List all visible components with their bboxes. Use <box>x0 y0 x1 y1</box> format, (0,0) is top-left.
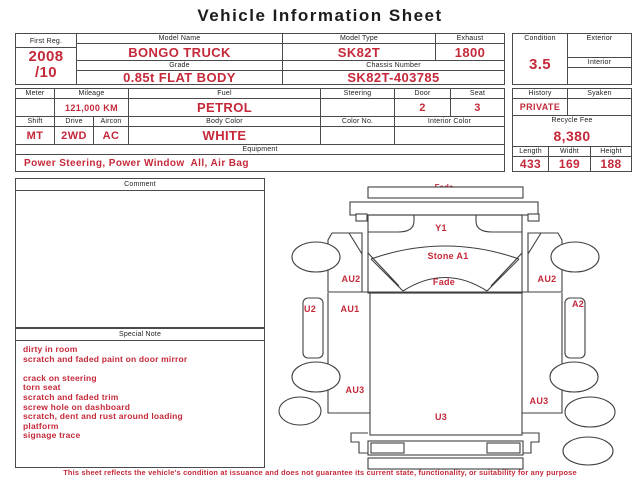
interior-color-label: Interior Color <box>395 117 504 127</box>
front-cowl-tab-left <box>356 214 367 221</box>
special-note-label: Special Note <box>118 331 162 338</box>
meter-value <box>16 99 55 117</box>
chassis-number-value: SK82T-403785 <box>347 71 440 84</box>
height-label: Height <box>591 147 631 157</box>
model-type-value: SK82T <box>283 44 436 61</box>
length-value: 433 <box>513 157 549 171</box>
recycle-fee-value: 8,380 <box>553 128 591 144</box>
model-name-label: Model Name <box>77 34 283 44</box>
length-label: Length <box>513 147 549 157</box>
steering-label: Steering <box>321 89 395 99</box>
wheel-front-left <box>292 242 340 272</box>
cab-corner-left <box>368 215 414 232</box>
fuel-value: PETROL <box>129 99 321 117</box>
exterior-cell <box>568 34 631 58</box>
identity-table <box>15 33 505 85</box>
seat-label: Seat <box>451 89 504 99</box>
first-reg-cell <box>16 34 77 84</box>
damage-label-front-panel-left: AU2 <box>341 274 361 284</box>
disclaimer-text: This sheet reflects the vehicle's condition at issuance and does not guarantee its current state, functionality, or suitability for any purpose <box>63 468 577 477</box>
cab-corner-right <box>476 215 522 232</box>
steering-value <box>321 99 395 117</box>
body-color-label: Body Color <box>129 117 321 127</box>
height-value: 188 <box>600 157 622 171</box>
first-reg-month: /10 <box>34 64 58 81</box>
interior-value <box>568 68 631 84</box>
color-no-value <box>321 127 395 145</box>
special-note-text <box>23 345 260 465</box>
first-reg-year: 2008 <box>28 48 64 65</box>
exhaust-label: Exhaust <box>436 34 504 44</box>
color-no-label: Color No. <box>321 117 395 127</box>
damage-label-bed-front-left: AU1 <box>340 304 360 314</box>
a-pillar-left <box>368 253 403 291</box>
model-name-value: BONGO TRUCK <box>77 44 283 61</box>
note-line: dirty in room <box>23 344 78 354</box>
width-value: 169 <box>549 157 591 171</box>
shift-value: MT <box>16 127 55 145</box>
comment-text <box>20 193 260 325</box>
aircon-value: AC <box>94 127 129 145</box>
wheel-front-right <box>551 242 599 272</box>
door-value: 2 <box>395 99 451 117</box>
comment-box <box>15 178 265 328</box>
syaken-value <box>568 99 631 116</box>
history-box <box>512 88 632 172</box>
note-line: screw hole on dashboard <box>23 401 131 412</box>
aircon-label: Aircon <box>94 117 129 127</box>
history-label: History <box>513 89 568 99</box>
damage-label-bed-rear-left: AU3 <box>345 385 365 395</box>
shift-label: Shift <box>16 117 55 127</box>
damage-label-side-rail-left: U2 <box>303 304 317 314</box>
interior-color-value <box>395 127 504 145</box>
note-line: platform <box>23 420 59 431</box>
chassis-number-label: Chassis Number <box>283 61 504 71</box>
drive-label: Drive <box>55 117 94 127</box>
damage-label-windshield-upper: Stone A1 <box>427 251 469 261</box>
damage-label-side-rail-right: A2 <box>571 299 585 309</box>
condition-value: 3.5 <box>528 55 552 73</box>
wheel-rear-left-1 <box>292 362 340 392</box>
note-line: scratch, dent and rust around loading <box>23 411 183 422</box>
exhaust-value: 1800 <box>436 44 504 61</box>
note-line: scratch and faded paint on door mirror <box>23 353 188 364</box>
wheel-rear-left-2 <box>279 397 321 425</box>
seat-value: 3 <box>451 99 504 117</box>
first-reg-label: First Reg. <box>16 37 76 48</box>
front-cowl-tab-right <box>528 214 539 221</box>
note-line: scratch and faded trim <box>23 391 119 402</box>
wheel-rear-right-2 <box>565 397 615 427</box>
damage-label-windshield-lower: Fade <box>432 277 456 287</box>
note-line: torn seat <box>23 382 61 393</box>
damage-label-bed-rear-right: AU3 <box>529 396 549 406</box>
note-line: crack on steering <box>23 372 97 383</box>
mileage-value: 121,000 KM <box>55 99 129 117</box>
page-title: Vehicle Information Sheet <box>197 6 443 25</box>
rear-bracket-left <box>351 433 368 453</box>
spare-wheel <box>563 437 613 465</box>
drive-value: 2WD <box>55 127 94 145</box>
condition-label: Condition <box>524 35 556 42</box>
wheel-rear-right-1 <box>550 362 598 392</box>
condition-cell <box>513 34 568 84</box>
note-line: signage trace <box>23 430 81 441</box>
interior-label: Interior <box>568 58 631 68</box>
width-label: Widht <box>549 147 591 157</box>
recycle-fee-label: Recycle Fee <box>551 117 593 124</box>
condition-box <box>512 33 632 85</box>
a-pillar-right <box>487 253 522 291</box>
front-cowl-shape <box>350 202 538 215</box>
grade-label: Grade <box>77 61 283 71</box>
model-type-label: Model Type <box>283 34 436 44</box>
rear-bracket-right <box>522 433 539 453</box>
recycle-fee-cell <box>513 116 631 147</box>
grade-value: 0.85t FLAT BODY <box>77 71 283 84</box>
meter-label: Meter <box>16 89 55 99</box>
specs-table <box>15 88 505 172</box>
front-bumper-shape <box>368 187 523 198</box>
comment-label: Comment <box>124 181 156 188</box>
equipment-label: Equipment <box>16 145 504 155</box>
damage-label-front-panel-right: AU2 <box>537 274 557 284</box>
history-value: PRIVATE <box>513 99 568 116</box>
body-color-value: WHITE <box>129 127 321 145</box>
syaken-label: Syaken <box>568 89 631 99</box>
damage-label-cab-roof: Y1 <box>435 223 447 233</box>
mileage-label: Mileage <box>55 89 129 99</box>
exterior-label: Exterior <box>586 35 613 42</box>
damage-label-tailgate: U3 <box>434 412 448 422</box>
truck-diagram <box>275 178 640 470</box>
door-label: Door <box>395 89 451 99</box>
special-note-box <box>15 328 265 468</box>
equipment-value: Power Steering, Power Window All, Air Bag <box>24 157 249 169</box>
fuel-label: Fuel <box>129 89 321 99</box>
bed-rail-right <box>522 293 562 413</box>
